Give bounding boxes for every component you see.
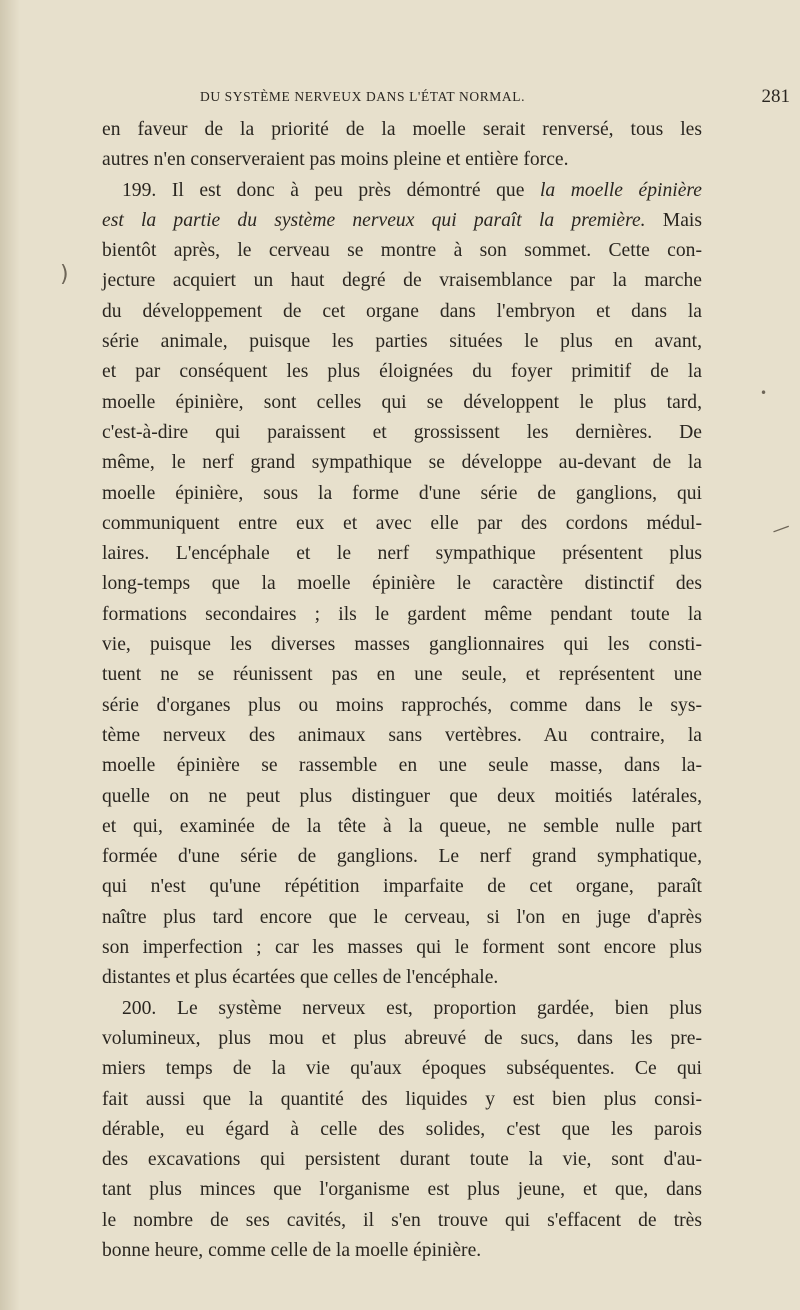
running-head (200, 86, 790, 110)
text-line: naître plus tard encore que le cerveau, si l'on en juge d'après (102, 906, 702, 928)
text-line: même, le nerf grand sympathique se développe au-devant de la (102, 452, 702, 474)
text-line: autres n'en conserveraient pas moins pleine et entière force. (102, 149, 569, 171)
text-line: formée d'une série de ganglions. Le nerf grand symphatique, (102, 846, 702, 868)
text-line: bientôt après, le cerveau se montre à son sommet. Cette con- (102, 240, 702, 262)
text-line: tème nerveux des animaux sans vertèbres. Au contraire, la (102, 724, 702, 746)
text-line: son imperfection ; car les masses qui le forment sont encore plus (102, 937, 702, 959)
text-line: formations secondaires ; ils le gardent même pendant toute la (102, 603, 702, 625)
text-line: communiquent entre eux et avec elle par des cordons médul- (102, 512, 702, 534)
text-line: laires. L'encéphale et le nerf sympathique présentent plus (102, 543, 702, 565)
text-line: série animale, puisque les parties situées le plus en avant, (102, 331, 702, 353)
text-line: dérable, eu égard à celle des solides, c'est que les parois (102, 1118, 702, 1140)
text-line: qui n'est qu'une répétition imparfaite de cet organe, paraît (102, 876, 702, 898)
italic-phrase: la moelle épinière (539, 179, 702, 201)
text-line (102, 176, 702, 206)
text-line: tant plus minces que l'organisme est plus jeune, et que, dans (102, 1179, 702, 1201)
text-line: miers temps de la vie qu'aux époques subséquentes. Ce qui (102, 1058, 702, 1080)
text-line: moelle épinière, sous la forme d'une série de ganglions, qui (102, 482, 702, 504)
italic-phrase: est la partie du système nerveux qui paraît la première. (102, 209, 646, 231)
margin-dot: • (760, 386, 768, 400)
body-text (102, 115, 702, 1266)
page-edge-shadow (0, 0, 20, 1310)
paragraph-199-start: 199. Il est donc à peu près démontré que (122, 179, 540, 201)
text-line: long-temps que la moelle épinière le caractère distinctif des (102, 573, 702, 595)
text-line: moelle épinière, sont celles qui se développent le plus tard, (102, 391, 702, 413)
text-line: et qui, examinée de la tête à la queue, ne semble nulle part (102, 815, 702, 837)
margin-stroke: — (768, 515, 794, 542)
text-line: fait aussi que la quantité des liquides y est bien plus consi- (102, 1088, 702, 1110)
text-line: 200. Le système nerveux est, proportion gardée, bien plus (122, 997, 702, 1019)
margin-mark: ) (60, 262, 69, 287)
text-line: des excavations qui persistent durant toute la vie, sont d'au- (102, 1149, 702, 1171)
text-line: et par conséquent les plus éloignées du foyer primitif de la (102, 361, 702, 383)
text-line: quelle on ne peut plus distinguer que deux moitiés latérales, (102, 785, 702, 807)
text-line: le nombre de ses cavités, il s'en trouve qui s'effacent de très (102, 1209, 702, 1231)
text-line: bonne heure, comme celle de la moelle épinière. (102, 1239, 482, 1261)
text-line: c'est-à-dire qui paraissent et grossissent les dernières. De (102, 421, 702, 443)
text-fragment: Mais (645, 209, 702, 231)
text-line: distantes et plus écartées que celles de l'encéphale. (102, 967, 499, 989)
text-line: série d'organes plus ou moins rapprochés, comme dans le sys- (102, 694, 702, 716)
text-line: tuent ne se réunissent pas en une seule, et représentent une (102, 664, 702, 686)
text-line: moelle épinière se rassemble en une seule masse, dans la- (102, 755, 702, 777)
text-line: du développement de cet organe dans l'embryon et dans la (102, 300, 702, 322)
text-line: jecture acquiert un haut degré de vraisemblance par la marche (102, 270, 702, 292)
running-title: DU SYSTÈME NERVEUX DANS L'ÉTAT NORMAL. (200, 89, 526, 104)
text-line (102, 206, 702, 236)
text-line: en faveur de la priorité de la moelle serait renversé, tous les (102, 119, 702, 140)
text-line: vie, puisque les diverses masses ganglionnaires qui les consti- (102, 634, 702, 656)
page-number: 281 (761, 86, 790, 107)
text-line: volumineux, plus mou et plus abreuvé de sucs, dans les pre- (102, 1027, 702, 1049)
